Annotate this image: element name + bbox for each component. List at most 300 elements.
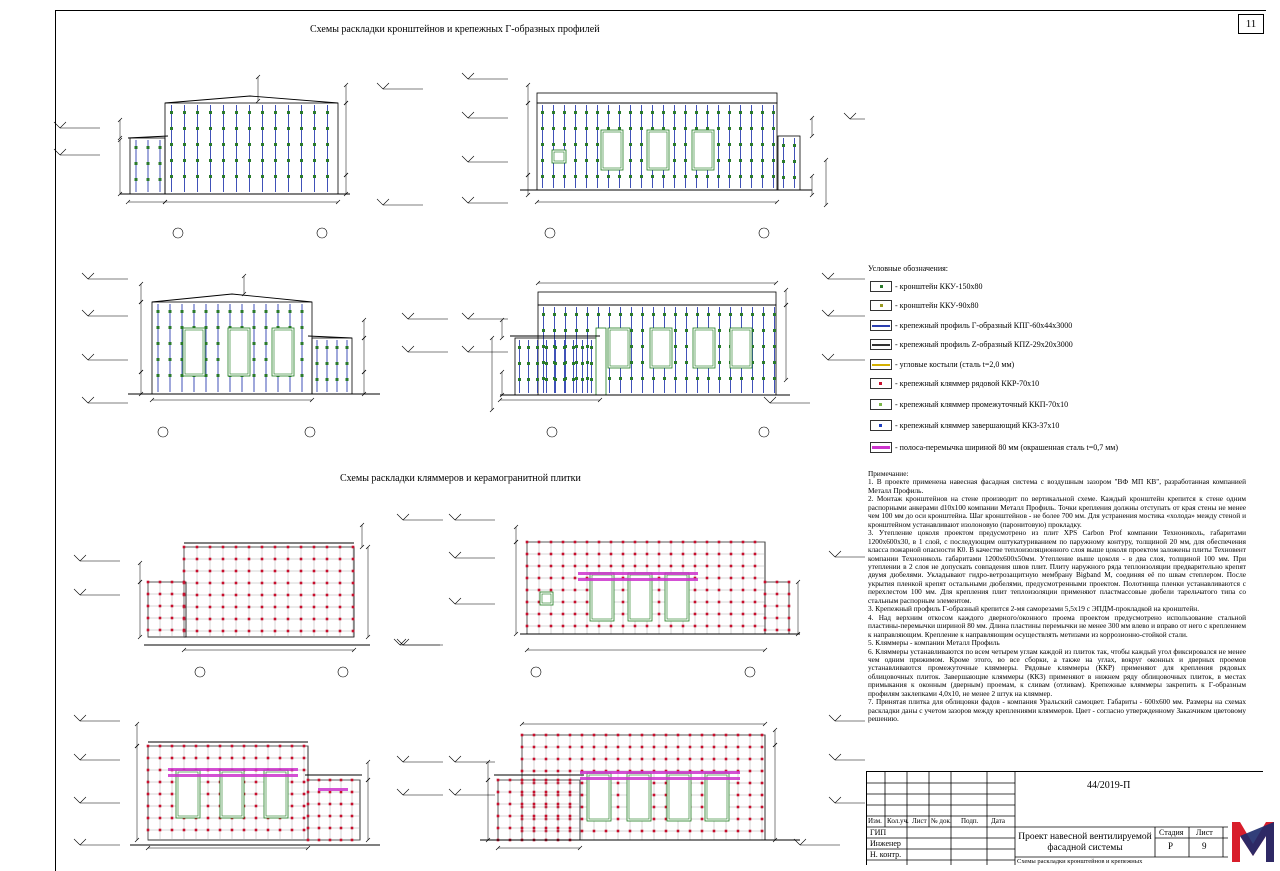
clip-mark (207, 745, 210, 748)
bracket-mark (222, 111, 225, 114)
lintel-strip (580, 777, 740, 780)
clip-mark (255, 745, 258, 748)
bracket-mark (630, 377, 633, 380)
clip-mark (617, 806, 620, 809)
clip-mark (147, 605, 150, 608)
bracket-mark (596, 127, 599, 130)
clip-mark (725, 758, 728, 761)
clip-mark (318, 827, 321, 830)
clip-mark (725, 830, 728, 833)
clip-mark (300, 618, 303, 621)
bracket-mark (740, 313, 743, 316)
bracket-mark (287, 111, 290, 114)
clip-mark (274, 630, 277, 633)
clip-mark (261, 606, 264, 609)
wall-outline (184, 547, 354, 637)
bracket-mark (235, 159, 238, 162)
notes (868, 470, 1246, 724)
bracket-mark (673, 175, 676, 178)
bracket-mark (326, 111, 329, 114)
clip-mark (701, 818, 704, 821)
bracket-mark (751, 377, 754, 380)
bracket-mark (673, 111, 676, 114)
clip-mark (340, 839, 343, 842)
clip-mark (538, 613, 541, 616)
clip-mark (562, 625, 565, 628)
clip-mark (788, 581, 791, 584)
legend-item (870, 418, 1059, 432)
bracket-mark (287, 175, 290, 178)
clip-mark (159, 793, 162, 796)
legend-swatch (870, 339, 892, 350)
clip-mark (742, 553, 745, 556)
clip-mark (222, 594, 225, 597)
window-opening (220, 770, 244, 818)
clip-mark (287, 630, 290, 633)
stamp-subtitle: Схемы раскладки кронштейнов и крепежных (1017, 858, 1143, 865)
clip-mark (617, 734, 620, 737)
clip-mark (761, 782, 764, 785)
clip-mark (658, 625, 661, 628)
bracket-mark (739, 159, 742, 162)
clip-mark (521, 815, 524, 818)
legend-swatch (870, 399, 892, 410)
clip-mark (581, 794, 584, 797)
legend-item (870, 279, 982, 293)
bracket-mark (235, 111, 238, 114)
level-mark-arrow (829, 715, 841, 721)
bracket-mark (586, 377, 589, 380)
bracket-mark (762, 377, 765, 380)
clip-mark (339, 630, 342, 633)
clip-mark (326, 618, 329, 621)
clip-mark (557, 746, 560, 749)
bracket-mark (222, 175, 225, 178)
clip-mark (550, 613, 553, 616)
bracket-mark (261, 159, 264, 162)
clip-mark (509, 791, 512, 794)
clip-mark (737, 794, 740, 797)
bracket-mark (170, 111, 173, 114)
bracket-mark (253, 310, 256, 313)
bracket-mark (265, 310, 268, 313)
clip-mark (634, 565, 637, 568)
bracket-mark (585, 111, 588, 114)
bracket-mark (574, 175, 577, 178)
bracket-mark (574, 127, 577, 130)
clip-mark (557, 803, 560, 806)
bracket-mark (205, 310, 208, 313)
bracket-mark (563, 346, 566, 349)
bracket-mark (552, 127, 555, 130)
clip-mark (610, 625, 613, 628)
clip-mark (754, 613, 757, 616)
clip-mark (329, 803, 332, 806)
clip-mark (646, 541, 649, 544)
bracket-mark (641, 361, 644, 364)
bracket-mark (684, 159, 687, 162)
bracket-mark (313, 143, 316, 146)
clip-mark (279, 829, 282, 832)
clip-mark (521, 746, 524, 749)
clip-mark (318, 803, 321, 806)
bracket-mark (300, 159, 303, 162)
clip-mark (352, 558, 355, 561)
clip-mark (235, 582, 238, 585)
bracket-mark (596, 111, 599, 114)
bracket-mark (574, 111, 577, 114)
clip-mark (776, 581, 779, 584)
bracket-mark (608, 377, 611, 380)
clip-mark (171, 605, 174, 608)
clip-mark (581, 806, 584, 809)
bracket-mark (301, 310, 304, 313)
bracket-mark (541, 127, 544, 130)
clip-mark (749, 818, 752, 821)
bracket-mark (717, 159, 720, 162)
axis-bubble (531, 667, 541, 677)
clip-mark (730, 541, 733, 544)
legend-item (870, 440, 1118, 454)
legend-title: Условные обозначения: (868, 264, 949, 273)
bracket-mark (717, 111, 720, 114)
level-mark-arrow (74, 589, 86, 595)
bracket-mark (253, 358, 256, 361)
clip-mark (665, 746, 668, 749)
clip-mark (538, 553, 541, 556)
clip-mark (545, 791, 548, 794)
clip-mark (303, 817, 306, 820)
clip-mark (274, 546, 277, 549)
clip-mark (622, 553, 625, 556)
clip-mark (586, 613, 589, 616)
clip-mark (742, 613, 745, 616)
clip-mark (713, 758, 716, 761)
clip-mark (569, 770, 572, 773)
clip-mark (788, 629, 791, 632)
clip-mark (207, 817, 210, 820)
clip-mark (219, 745, 222, 748)
bracket-mark (652, 313, 655, 316)
clip-mark (326, 546, 329, 549)
bracket-mark (326, 346, 329, 349)
clip-mark (261, 558, 264, 561)
clip-mark (318, 791, 321, 794)
window-opening (693, 328, 715, 368)
clip-mark (641, 734, 644, 737)
legend-label: - крепежный кляммер рядовой ККР-70x10 (895, 378, 1040, 388)
bracket-mark (728, 127, 731, 130)
wall-outline (778, 136, 800, 190)
clip-mark (742, 541, 745, 544)
clip-mark (562, 613, 565, 616)
clip-mark (605, 734, 608, 737)
clip-mark (593, 746, 596, 749)
clip-mark (776, 617, 779, 620)
bracket-mark (729, 313, 732, 316)
bracket-mark (248, 159, 251, 162)
clip-mark (183, 558, 186, 561)
section2-title: Схемы раскладки кляммеров и керамогранитной плитки (340, 473, 581, 484)
bracket-mark (772, 111, 775, 114)
wall-outline (165, 103, 338, 194)
door-outline (596, 328, 606, 395)
clip-mark (313, 546, 316, 549)
clip-mark (730, 577, 733, 580)
clip-mark (526, 589, 529, 592)
bracket-mark (685, 329, 688, 332)
bracket-mark (695, 175, 698, 178)
clip-mark (303, 781, 306, 784)
clip-mark (718, 601, 721, 604)
legend-swatch (870, 442, 892, 453)
clip-mark (159, 781, 162, 784)
note-item: 2. Монтаж кронштейнов на стене производит по вертикальной схеме. Каждый кронштейн крепится к стене одним распорными анкерами d10x100 компании Металл Профиль. Точки крепления должны отступать от края стены не менее чем 100 мм до оси кронштейна. Шаг кронштейнов - не более 700 мм. Для устранения мостика «холода» между стеной и кронштейном устанавливают изолоновую (паронитовую) прокладку. (868, 494, 1246, 529)
clip-mark (248, 618, 251, 621)
clip-mark (557, 770, 560, 773)
bracket-mark (641, 329, 644, 332)
clip-mark (183, 629, 186, 632)
level-mark-arrow (402, 346, 414, 352)
clip-mark (701, 782, 704, 785)
clip-mark (196, 606, 199, 609)
bracket-mark (684, 127, 687, 130)
bracket-mark (536, 346, 539, 349)
bracket-mark (274, 175, 277, 178)
bracket-mark (739, 175, 742, 178)
bracket-mark (651, 127, 654, 130)
clip-mark (255, 793, 258, 796)
bracket-mark (241, 310, 244, 313)
bracket-mark (663, 377, 666, 380)
clip-mark (147, 805, 150, 808)
clip-mark (764, 581, 767, 584)
clip-mark (737, 758, 740, 761)
clip-mark (533, 770, 536, 773)
bracket-mark (739, 143, 742, 146)
clip-mark (209, 630, 212, 633)
clip-mark (605, 830, 608, 833)
clip-mark (622, 541, 625, 544)
legend-swatch (870, 281, 892, 292)
bracket-mark (750, 175, 753, 178)
bracket-mark (287, 143, 290, 146)
bracket-mark (274, 127, 277, 130)
clip-mark (171, 805, 174, 808)
clip-mark (497, 803, 500, 806)
bracket-mark (772, 143, 775, 146)
note-item: 5. Кляммеры - компании Металл Профиль (868, 638, 1000, 648)
bracket-mark (662, 175, 665, 178)
bracket-mark (773, 313, 776, 316)
clip-mark (287, 582, 290, 585)
clip-mark (274, 582, 277, 585)
bracket-mark (762, 345, 765, 348)
clip-mark (318, 815, 321, 818)
bracket-mark (217, 342, 220, 345)
bracket-mark (773, 361, 776, 364)
clip-mark (303, 829, 306, 832)
bracket-mark (159, 162, 162, 165)
notes-title: Примечание: (868, 469, 909, 478)
clip-mark (706, 625, 709, 628)
clip-mark (326, 630, 329, 633)
level-mark-arrow (82, 354, 94, 360)
legend-swatch (870, 420, 892, 431)
clip-mark (300, 558, 303, 561)
bracket-mark (545, 362, 548, 365)
bracket-mark (336, 378, 339, 381)
clip-mark (682, 565, 685, 568)
bracket-mark (274, 143, 277, 146)
clip-mark (586, 565, 589, 568)
clip-mark (749, 734, 752, 737)
bracket-mark (326, 127, 329, 130)
clip-mark (329, 791, 332, 794)
bracket-mark (222, 159, 225, 162)
bracket-mark (553, 313, 556, 316)
clip-mark (562, 601, 565, 604)
level-mark-arrow (402, 313, 414, 319)
lintel-strip (168, 768, 298, 771)
clip-mark (497, 815, 500, 818)
bracket-mark (229, 310, 232, 313)
bracket-mark (183, 175, 186, 178)
clip-mark (183, 605, 186, 608)
clip-mark (557, 791, 560, 794)
bracket-mark (287, 159, 290, 162)
clip-mark (776, 605, 779, 608)
bracket-mark (629, 111, 632, 114)
clip-mark (706, 613, 709, 616)
clip-mark (509, 827, 512, 830)
clip-mark (533, 803, 536, 806)
bracket-mark (685, 361, 688, 364)
clip-mark (183, 757, 186, 760)
bracket-mark (586, 345, 589, 348)
legend-item (870, 318, 1072, 332)
bracket-mark (673, 143, 676, 146)
clip-mark (255, 781, 258, 784)
bracket-mark (563, 362, 566, 365)
bracket-mark (169, 326, 172, 329)
clip-mark (574, 601, 577, 604)
clip-mark (754, 589, 757, 592)
window-opening (627, 773, 651, 821)
clip-mark (207, 757, 210, 760)
clip-mark (545, 803, 548, 806)
clip-mark (243, 757, 246, 760)
bracket-mark (248, 175, 251, 178)
clip-mark (694, 625, 697, 628)
bracket-mark (773, 329, 776, 332)
clip-mark (248, 606, 251, 609)
level-mark-arrow (74, 797, 86, 803)
clip-mark (761, 818, 764, 821)
bracket-mark (707, 313, 710, 316)
bracket-mark (564, 329, 567, 332)
clip-mark (171, 817, 174, 820)
clip-mark (526, 601, 529, 604)
clip-mark (339, 594, 342, 597)
level-mark-arrow (397, 789, 409, 795)
clip-mark (231, 745, 234, 748)
clip-mark (581, 734, 584, 737)
clip-mark (598, 541, 601, 544)
clip-mark (658, 565, 661, 568)
bracket-mark (629, 127, 632, 130)
clip-mark (545, 779, 548, 782)
clip-mark (545, 827, 548, 830)
bracket-mark (630, 345, 633, 348)
bracket-mark (581, 378, 584, 381)
clip-mark (147, 617, 150, 620)
clip-mark (313, 630, 316, 633)
axis-bubble (305, 427, 315, 437)
bracket-mark (209, 143, 212, 146)
clip-mark (339, 606, 342, 609)
bracket-mark (147, 162, 150, 165)
stamp-sheet: 9 (1202, 841, 1207, 851)
clip-mark (313, 618, 316, 621)
legend-label: - крепежный кляммер завершающий ККЗ-37x10 (895, 420, 1060, 430)
bracket-mark (586, 361, 589, 364)
clip-mark (689, 746, 692, 749)
clip-mark (183, 546, 186, 549)
clip-mark (313, 582, 316, 585)
bracket-mark (536, 378, 539, 381)
bracket-mark (572, 362, 575, 365)
clip-mark (287, 570, 290, 573)
clip-mark (653, 794, 656, 797)
bracket-mark (718, 329, 721, 332)
clip-mark (574, 553, 577, 556)
bracket-mark (630, 329, 633, 332)
clip-mark (340, 803, 343, 806)
clip-mark (219, 829, 222, 832)
clip-mark (653, 818, 656, 821)
clip-mark (581, 782, 584, 785)
bracket-mark (542, 361, 545, 364)
clip-mark (231, 757, 234, 760)
clip-mark (147, 593, 150, 596)
level-mark-arrow (397, 756, 409, 762)
bracket-mark (717, 143, 720, 146)
level-mark-arrow (74, 555, 86, 561)
bracket-mark (585, 159, 588, 162)
clip-mark (287, 558, 290, 561)
clip-mark (761, 830, 764, 833)
stamp-project: Проект навесной вентилируемой фасадной системы (1018, 832, 1152, 853)
clip-mark (653, 758, 656, 761)
clip-mark (701, 734, 704, 737)
clip-mark (222, 570, 225, 573)
axis-bubble (759, 228, 769, 238)
clip-mark (326, 606, 329, 609)
clip-mark (718, 553, 721, 556)
clip-mark (658, 541, 661, 544)
clip-mark (329, 815, 332, 818)
clip-mark (521, 791, 524, 794)
bracket-mark (630, 313, 633, 316)
bracket-mark (575, 361, 578, 364)
clip-mark (713, 830, 716, 833)
clip-mark (171, 781, 174, 784)
clip-mark (658, 601, 661, 604)
bracket-mark (728, 159, 731, 162)
bracket-mark (581, 346, 584, 349)
bracket-mark (696, 377, 699, 380)
